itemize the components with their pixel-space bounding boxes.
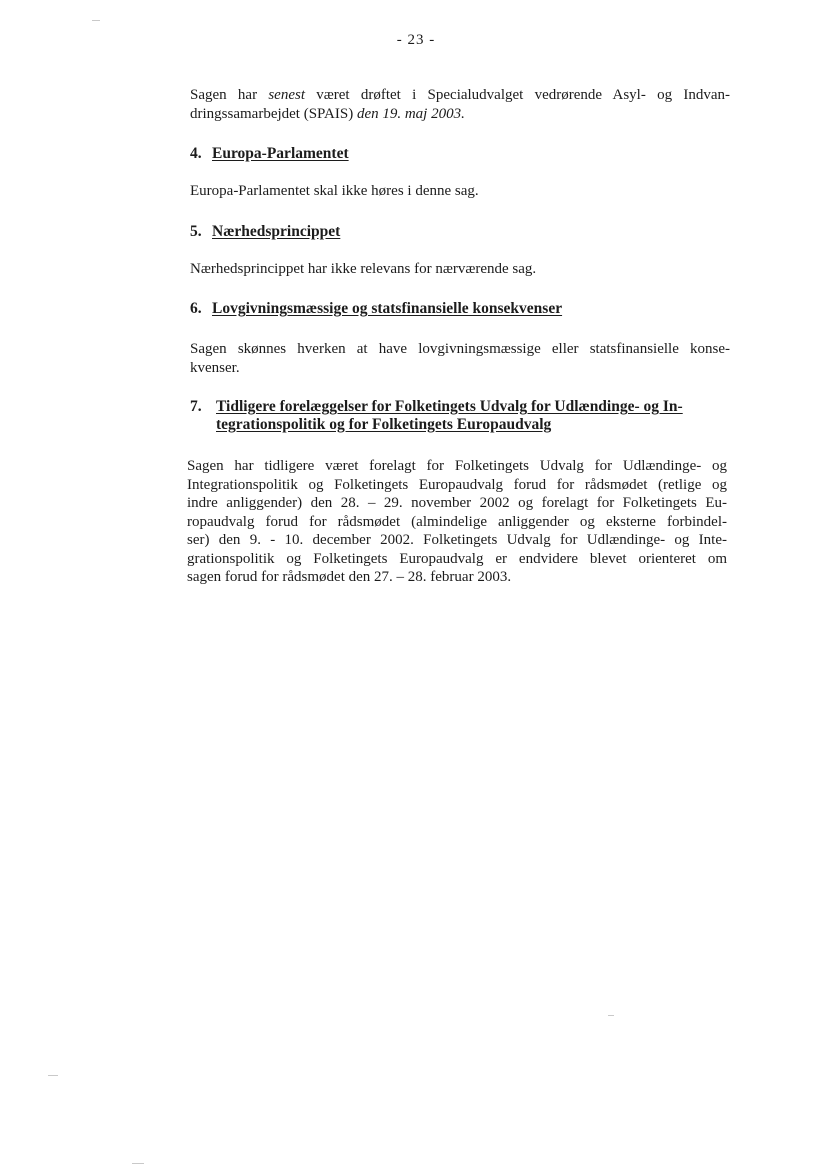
body-line: Europa-Parlamentet skal ikke høres i denne sag. bbox=[190, 183, 479, 199]
section-5-body bbox=[190, 260, 730, 279]
section-7-body bbox=[187, 457, 727, 587]
body-line: indre anliggender) den 28. – 29. november 2002 og forelagt for Folketingets Eu- bbox=[187, 495, 727, 511]
scan-speck bbox=[48, 1075, 58, 1076]
body-line: ser) den 9. - 10. december 2002. Folketingets Udvalg for Udlændinge- og Inte- bbox=[187, 532, 727, 548]
scan-speck bbox=[92, 20, 100, 21]
page-number: - 23 - bbox=[396, 32, 436, 48]
section-heading-5 bbox=[190, 223, 340, 241]
section-title: Tidligere forelæggelser for Folketingets Udvalg for Udlændinge- og In- bbox=[216, 398, 683, 415]
body-line: grationspolitik og Folketingets Europaudvalg er endvidere blevet orienteret om bbox=[187, 550, 727, 567]
intro-text: dringssamarbejdet (SPAIS) bbox=[190, 105, 357, 122]
intro-text: Sagen har bbox=[190, 87, 269, 103]
body-line: ropaudvalg forud for rådsmødet (almindelige anliggender og eksterne forbindel- bbox=[187, 513, 727, 530]
intro-paragraph bbox=[190, 86, 730, 123]
section-heading-7 bbox=[190, 398, 730, 434]
section-heading-6 bbox=[190, 300, 562, 318]
intro-line-1 bbox=[190, 86, 730, 105]
body-line: Sagen skønnes hverken at have lovgivningsmæssige eller statsfinansielle konse- bbox=[190, 341, 730, 357]
body-line: kvenser. bbox=[190, 359, 240, 376]
intro-emphasis: den 19. maj 2003. bbox=[356, 105, 465, 122]
section-title: Lovgivningsmæssige og statsfinansielle konsekvenser bbox=[212, 300, 563, 317]
intro-emphasis: senest bbox=[268, 87, 306, 103]
section-title: Europa-Parlamentet bbox=[212, 145, 349, 162]
section-number: 5. bbox=[190, 223, 202, 240]
section-title-cont: tegrationspolitik og for Folketingets Europaudvalg bbox=[216, 416, 552, 433]
section-heading-4 bbox=[190, 145, 349, 163]
scan-speck bbox=[132, 1163, 144, 1164]
body-line: Nærhedsprincippet har ikke relevans for nærværende sag. bbox=[190, 261, 537, 277]
body-line: Sagen har tidligere været forelagt for Folketingets Udvalg for Udlændinge- og bbox=[187, 458, 727, 474]
intro-line-2 bbox=[190, 105, 730, 124]
section-4-body bbox=[190, 182, 730, 201]
body-line: sagen forud for rådsmødet den 27. – 28. februar 2003. bbox=[187, 569, 512, 585]
section-6-body bbox=[190, 340, 730, 377]
intro-text: været drøftet i Specialudvalget vedrørende Asyl- og Indvan- bbox=[305, 87, 730, 103]
scan-speck bbox=[608, 1015, 614, 1016]
section-number: 4. bbox=[190, 145, 202, 162]
section-title: Nærhedsprincippet bbox=[212, 223, 341, 240]
section-number: 7. bbox=[190, 398, 202, 415]
body-line: Integrationspolitik og Folketingets Europaudvalg forud for rådsmødet (retlige og bbox=[187, 476, 727, 493]
section-number: 6. bbox=[190, 300, 202, 317]
